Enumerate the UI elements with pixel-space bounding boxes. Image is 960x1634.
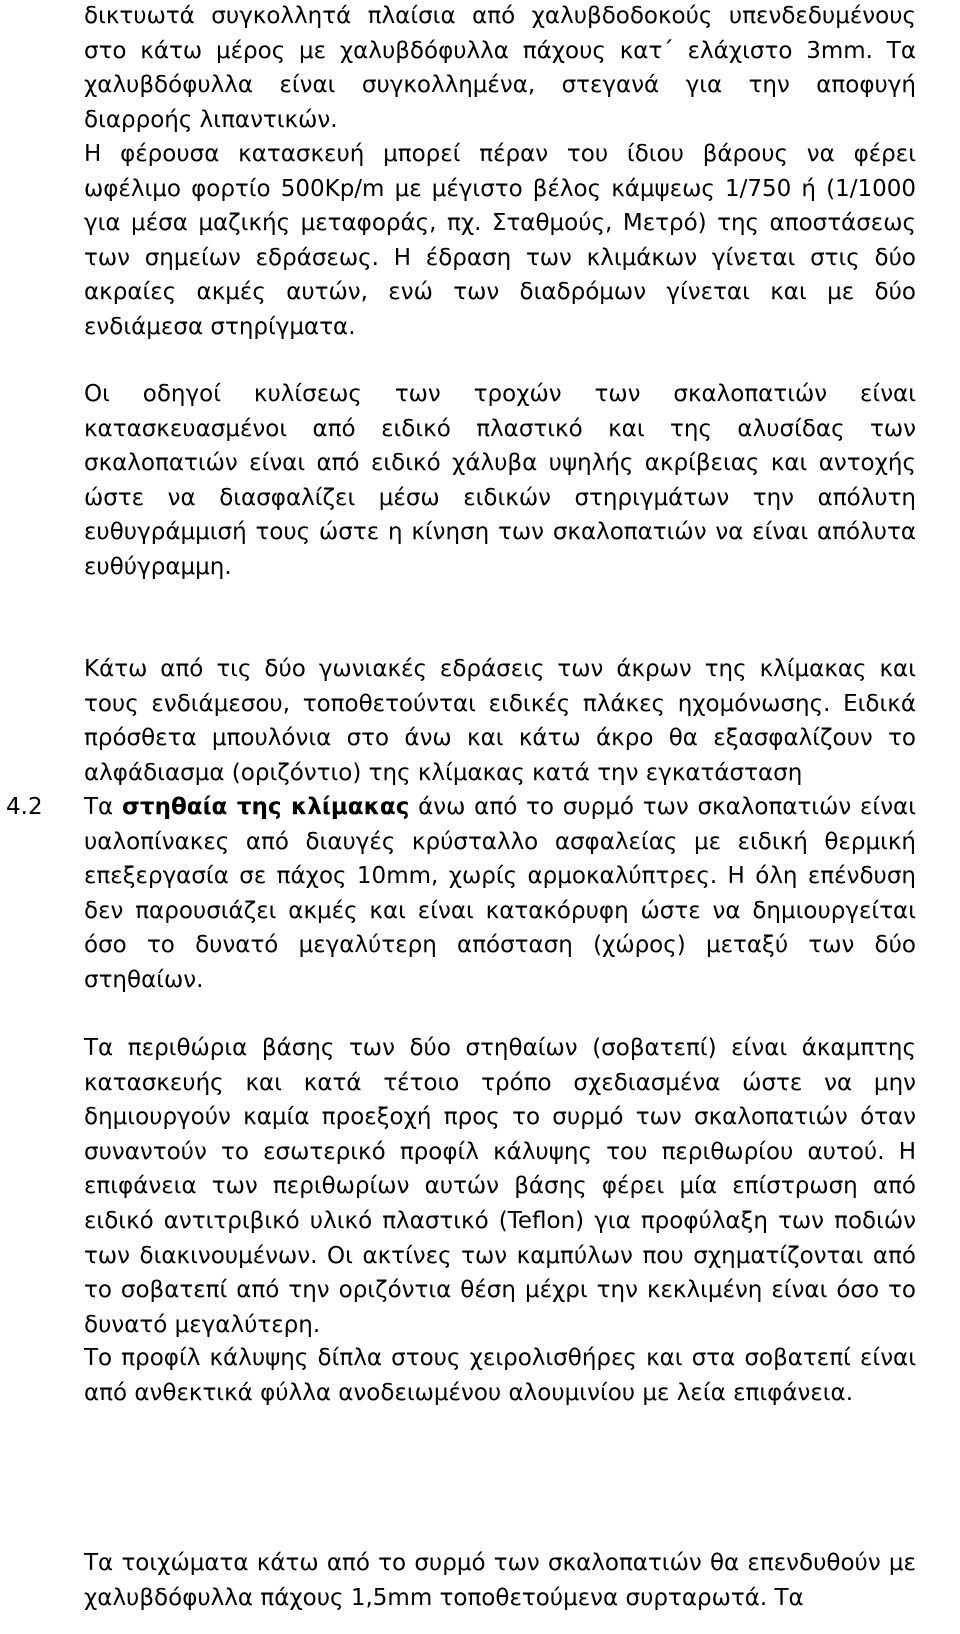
paragraph-balustrades	[84, 790, 916, 998]
paragraph-cover-profile: Το προφίλ κάλυψης δίπλα στους χειρολισθήρες και στα σοβατεπί είναι από ανθεκτικά φύλλα ανοδειωμένου αλουμινίου με λεία επιφάνεια.	[84, 1345, 916, 1406]
paragraph-frame-construction: δικτυωτά συγκολλητά πλαίσια από χαλυβδοδοκούς υπενδεδυμένους στο κάτω μέρος με χαλυβδόφυλλα πάχους κατ΄ ελάχιστο 3mm. Τα χαλυβδόφυλλα είναι συγκολλημένα, στεγανά για την αποφυγή διαρροής λιπαντικών.	[84, 3, 916, 133]
paragraph-roller-guides: Οι οδηγοί κυλίσεως των τροχών των σκαλοπατιών είναι κατασκευασμένοι από ειδικό πλαστικό και της αλυσίδας των σκαλοπατιών είναι από ειδικό χάλυβα υψηλής ακρίβειας και αντοχής ώστε να διασφαλίζει μέσω ειδικών στηριγμάτων την απόλυτη ευθυγράμμισή τους ώστε η κίνηση των σκαλοπατιών να είναι απόλυτα ευθύγραμμη.	[84, 381, 916, 580]
balustrades-body-text: άνω από το συρμό των σκαλοπατιών είναι υαλοπίνακες από διαυγές κρύσταλλο ασφαλείας με ειδική θερμική επεξεργασία σε πάχος 10mm, χωρίς αρμοκαλύπτρες. Η όλη επένδυση δεν παρουσιάζει ακμές και είναι κατακόρυφη ώστε να δημιουργείται όσο το δυνατό μεγαλύτερη απόσταση (χώρος) μεταξύ των δύο στηθαίων.	[84, 794, 916, 993]
paragraph-skirting: Τα περιθώρια βάσης των δύο στηθαίων (σοβατεπί) είναι άκαμπτης κατασκευής και κατά τέτοιο τρόπο σχεδιασμένα ώστε να μην δημιουργούν καμία προεξοχή προς το συρμό των σκαλοπατιών όταν συναντούν το εσωτερικό προφίλ κάλυψης του περιθωρίου αυτού. Η επιφάνεια των περιθωρίων αυτών βάσης φέρει μία επίστρωση από ειδικό αντιτριβικό υλικό πλαστικό (Teflon) για προφύλαξη των ποδιών των διακινουμένων. Οι ακτίνες των καμπύλων που σχηματίζονται από το σοβατεπί από την οριζόντια θέση μέχρι την κεκλιμένη είναι όσο το δυνατό μεγαλύτερη.	[84, 1035, 916, 1338]
paragraph-sound-insulation: Κάτω από τις δύο γωνιακές εδράσεις των άκρων της κλίμακας και τους ενδιάμεσου, τοποθετούνται ειδικές πλάκες ηχομόνωσης. Ειδικά πρόσθετα μπουλόνια στο άνω και κάτω άκρο θα εξασφαλίζουν το αλφάδιασμα (οριζόντιο) της κλίμακας κατά την εγκατάσταση	[84, 656, 916, 786]
balustrades-lead-text: Τα	[84, 794, 122, 820]
paragraph-wall-cladding: Τα τοιχώματα κάτω από το συρμό των σκαλοπατιών θα επενδυθούν με χαλυβδόφυλλα πάχους 1,5mm τοποθετούμενα συρταρωτά. Τα	[84, 1550, 916, 1611]
paragraph-load-capacity: Η φέρουσα κατασκευή μπορεί πέραν του ίδιου βάρους να φέρει ωφέλιμο φορτίο 500Kp/m με μέγιστο βέλος κάμψεως 1/750 ή (1/1000 για μέσα μαζικής μεταφοράς, πχ. Σταθμούς, Μετρό) της αποστάσεως των σημείων εδράσεως. Η έδραση των κλιμάκων γίνεται στις δύο ακραίες ακμές αυτών, ενώ των διαδρόμων γίνεται και με δύο ενδιάμεσα στηρίγματα.	[84, 141, 916, 340]
section-number: 4.2	[6, 794, 43, 820]
balustrades-bold-term: στηθαία της κλίμακας	[122, 794, 410, 820]
